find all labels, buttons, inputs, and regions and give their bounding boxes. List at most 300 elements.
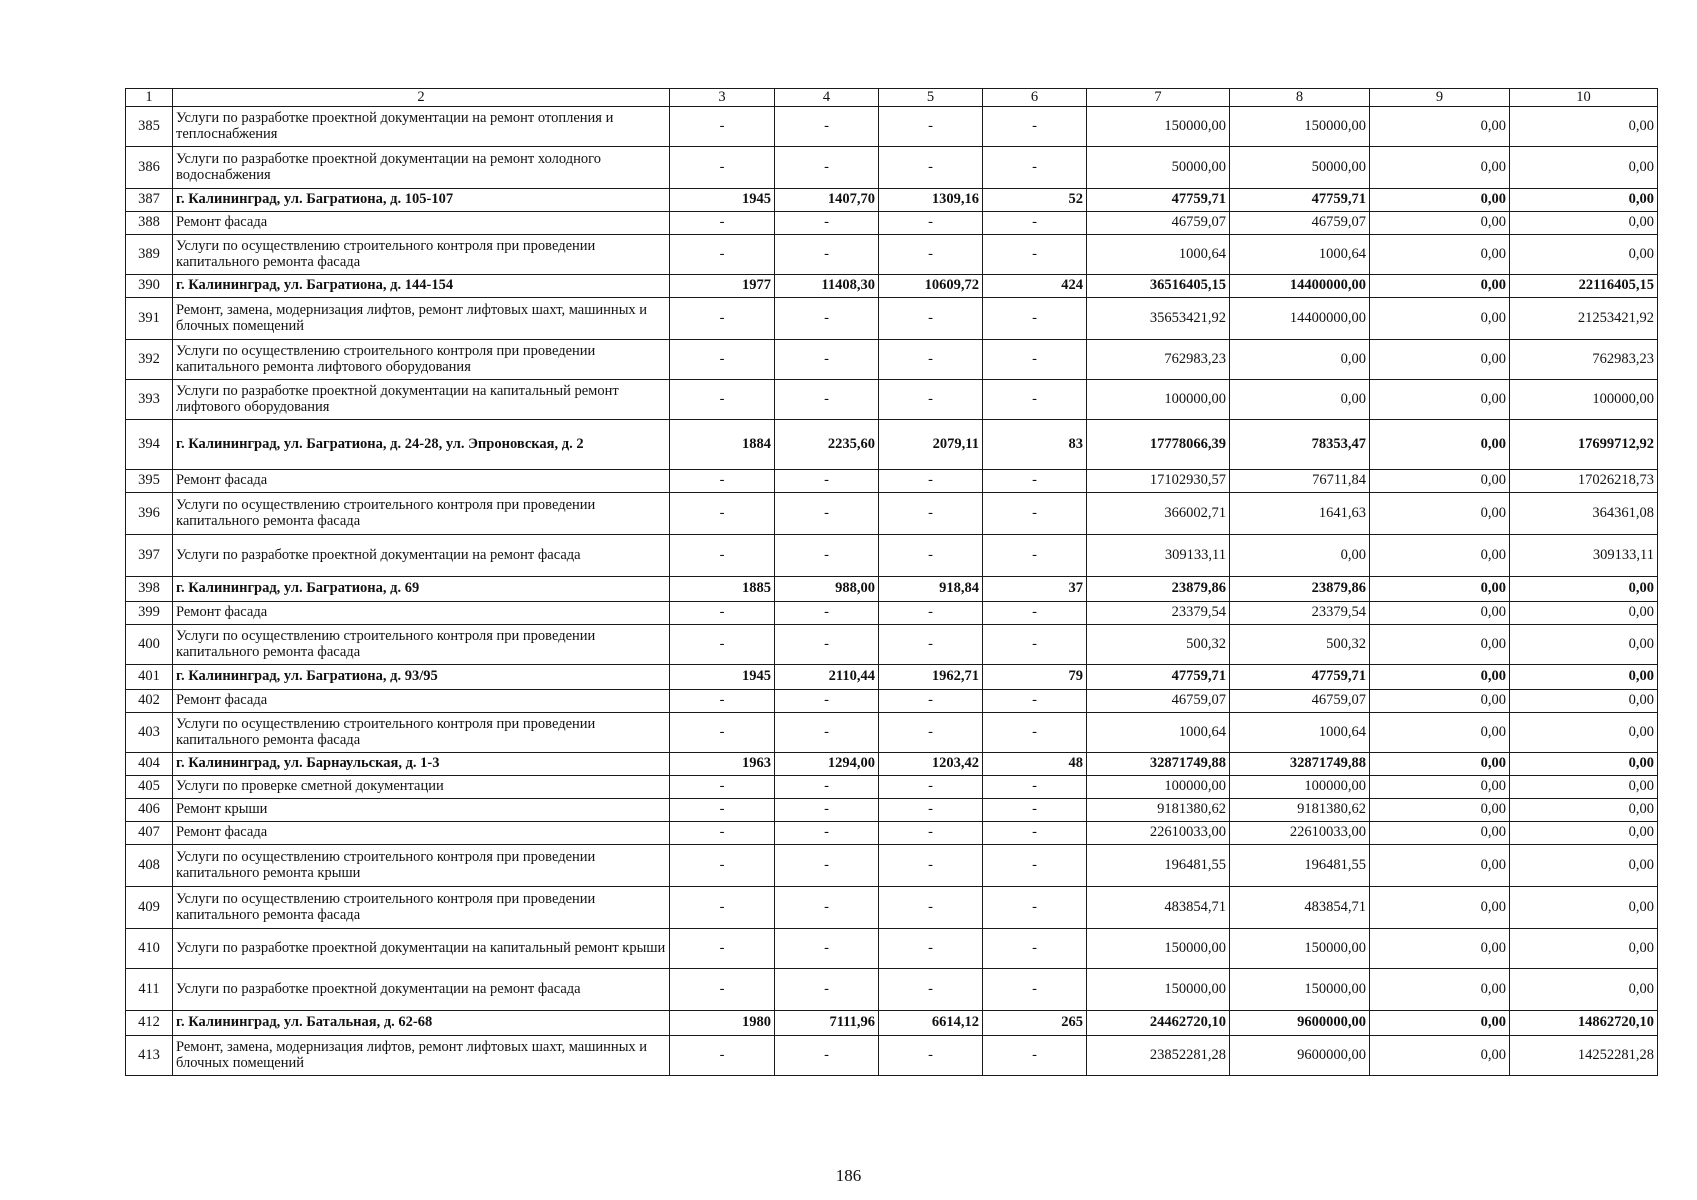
col-10-value: 14252281,28	[1510, 1036, 1658, 1076]
col-3-value: -	[670, 845, 775, 887]
col-7-value: 36516405,15	[1087, 275, 1230, 298]
col-6-value: -	[983, 929, 1087, 969]
col-7-value: 23379,54	[1087, 602, 1230, 625]
col-3-value: -	[670, 212, 775, 235]
col-5-value: -	[879, 822, 983, 845]
col-4-value: -	[775, 625, 879, 665]
work-item-row	[126, 1036, 1658, 1076]
col-4-value: -	[775, 493, 879, 535]
col-4-value: -	[775, 822, 879, 845]
col-5-value: -	[879, 887, 983, 929]
row-number: 391	[126, 298, 173, 340]
col-8-value: 196481,55	[1230, 845, 1370, 887]
col-3-value: -	[670, 690, 775, 713]
work-description: Ремонт фасада	[173, 602, 670, 625]
col-4-value: 988,00	[775, 577, 879, 602]
col-9-value: 0,00	[1370, 493, 1510, 535]
col-7-value: 9181380,62	[1087, 799, 1230, 822]
col-8-value: 22610033,00	[1230, 822, 1370, 845]
col-8-value: 150000,00	[1230, 969, 1370, 1011]
col-7-value: 46759,07	[1087, 212, 1230, 235]
col-6-value: 52	[983, 189, 1087, 212]
col-10-value: 0,00	[1510, 602, 1658, 625]
col-3-value: -	[670, 298, 775, 340]
col-9-value: 0,00	[1370, 107, 1510, 147]
row-number: 413	[126, 1036, 173, 1076]
col-3-value: -	[670, 713, 775, 753]
col-7-value: 17102930,57	[1087, 470, 1230, 493]
column-number-header-row	[126, 89, 1658, 107]
work-description: Услуги по осуществлению строительного контроля при проведении капитального ремонта крыши	[173, 845, 670, 887]
col-8-value: 0,00	[1230, 535, 1370, 577]
col-4-value: -	[775, 298, 879, 340]
col-6-value: 83	[983, 420, 1087, 470]
col-3-value: -	[670, 107, 775, 147]
col-4-value: 1294,00	[775, 753, 879, 776]
col-6-value: -	[983, 535, 1087, 577]
work-description: Услуги по осуществлению строительного контроля при проведении капитального ремонта фасада	[173, 235, 670, 275]
repair-program-table	[125, 88, 1658, 1076]
col-10-value: 0,00	[1510, 147, 1658, 189]
col-6-value: -	[983, 799, 1087, 822]
col-5-value: 10609,72	[879, 275, 983, 298]
col-7-value: 46759,07	[1087, 690, 1230, 713]
col-9-value: 0,00	[1370, 420, 1510, 470]
col-10-value: 309133,11	[1510, 535, 1658, 577]
col-10-value: 100000,00	[1510, 380, 1658, 420]
col-3-value: -	[670, 493, 775, 535]
col-3-value: 1885	[670, 577, 775, 602]
col-5-value: 6614,12	[879, 1011, 983, 1036]
col-7-value: 47759,71	[1087, 665, 1230, 690]
col-9-value: 0,00	[1370, 147, 1510, 189]
col-6-value: 424	[983, 275, 1087, 298]
col-5-value: -	[879, 340, 983, 380]
address-row	[126, 420, 1658, 470]
work-description: г. Калининград, ул. Багратиона, д. 93/95	[173, 665, 670, 690]
col-6-value: -	[983, 969, 1087, 1011]
col-3-value: -	[670, 602, 775, 625]
col-4-value: 2110,44	[775, 665, 879, 690]
col-5-value: -	[879, 147, 983, 189]
col-8-value: 23379,54	[1230, 602, 1370, 625]
col-10-value: 0,00	[1510, 235, 1658, 275]
work-item-row	[126, 713, 1658, 753]
col-3-value: -	[670, 969, 775, 1011]
work-item-row	[126, 340, 1658, 380]
col-10-value: 0,00	[1510, 887, 1658, 929]
col-4-value: -	[775, 887, 879, 929]
col-7-value: 309133,11	[1087, 535, 1230, 577]
col-3-value: 1963	[670, 753, 775, 776]
col-5-value: -	[879, 969, 983, 1011]
column-header: 9	[1370, 89, 1510, 107]
work-item-row	[126, 625, 1658, 665]
col-9-value: 0,00	[1370, 212, 1510, 235]
work-item-row	[126, 493, 1658, 535]
col-9-value: 0,00	[1370, 470, 1510, 493]
col-4-value: -	[775, 1036, 879, 1076]
col-4-value: -	[775, 690, 879, 713]
work-description: Ремонт фасада	[173, 212, 670, 235]
work-description: Ремонт, замена, модернизация лифтов, ремонт лифтовых шахт, машинных и блочных помещений	[173, 298, 670, 340]
row-number: 403	[126, 713, 173, 753]
col-8-value: 483854,71	[1230, 887, 1370, 929]
address-row	[126, 189, 1658, 212]
work-description: Услуги по разработке проектной документации на капитальный ремонт лифтового оборудования	[173, 380, 670, 420]
col-9-value: 0,00	[1370, 625, 1510, 665]
col-8-value: 1000,64	[1230, 713, 1370, 753]
col-4-value: -	[775, 602, 879, 625]
work-item-row	[126, 929, 1658, 969]
col-10-value: 0,00	[1510, 625, 1658, 665]
col-4-value: 11408,30	[775, 275, 879, 298]
col-5-value: 1309,16	[879, 189, 983, 212]
work-description: Услуги по разработке проектной документации на капитальный ремонт крыши	[173, 929, 670, 969]
row-number: 398	[126, 577, 173, 602]
col-4-value: -	[775, 470, 879, 493]
col-4-value: 7111,96	[775, 1011, 879, 1036]
col-7-value: 50000,00	[1087, 147, 1230, 189]
col-5-value: -	[879, 470, 983, 493]
column-header: 3	[670, 89, 775, 107]
row-number: 386	[126, 147, 173, 189]
col-10-value: 14862720,10	[1510, 1011, 1658, 1036]
row-number: 408	[126, 845, 173, 887]
address-row	[126, 753, 1658, 776]
work-item-row	[126, 535, 1658, 577]
col-6-value: -	[983, 602, 1087, 625]
col-3-value: -	[670, 380, 775, 420]
col-8-value: 50000,00	[1230, 147, 1370, 189]
col-8-value: 500,32	[1230, 625, 1370, 665]
col-8-value: 150000,00	[1230, 929, 1370, 969]
work-description: г. Калининград, ул. Багратиона, д. 144-154	[173, 275, 670, 298]
address-row	[126, 275, 1658, 298]
col-5-value: 918,84	[879, 577, 983, 602]
column-header: 10	[1510, 89, 1658, 107]
row-number: 388	[126, 212, 173, 235]
col-6-value: -	[983, 298, 1087, 340]
col-3-value: -	[670, 929, 775, 969]
work-item-row	[126, 969, 1658, 1011]
col-10-value: 0,00	[1510, 690, 1658, 713]
row-number: 409	[126, 887, 173, 929]
col-6-value: -	[983, 887, 1087, 929]
col-10-value: 17026218,73	[1510, 470, 1658, 493]
col-6-value: -	[983, 493, 1087, 535]
col-8-value: 1000,64	[1230, 235, 1370, 275]
col-7-value: 1000,64	[1087, 713, 1230, 753]
col-5-value: -	[879, 493, 983, 535]
col-9-value: 0,00	[1370, 235, 1510, 275]
col-10-value: 0,00	[1510, 212, 1658, 235]
col-3-value: -	[670, 147, 775, 189]
col-7-value: 1000,64	[1087, 235, 1230, 275]
col-5-value: -	[879, 799, 983, 822]
work-description: г. Калининград, ул. Барнаульская, д. 1-3	[173, 753, 670, 776]
col-9-value: 0,00	[1370, 799, 1510, 822]
col-10-value: 0,00	[1510, 713, 1658, 753]
work-description: Ремонт фасада	[173, 470, 670, 493]
col-8-value: 47759,71	[1230, 665, 1370, 690]
row-number: 390	[126, 275, 173, 298]
work-description: Услуги по осуществлению строительного контроля при проведении капитального ремонта фасада	[173, 713, 670, 753]
col-6-value: -	[983, 107, 1087, 147]
col-9-value: 0,00	[1370, 275, 1510, 298]
col-9-value: 0,00	[1370, 776, 1510, 799]
col-5-value: -	[879, 535, 983, 577]
column-header: 5	[879, 89, 983, 107]
work-description: Услуги по осуществлению строительного контроля при проведении капитального ремонта лифтового оборудования	[173, 340, 670, 380]
col-8-value: 14400000,00	[1230, 298, 1370, 340]
col-4-value: 2235,60	[775, 420, 879, 470]
col-5-value: -	[879, 625, 983, 665]
col-3-value: 1945	[670, 189, 775, 212]
row-number: 400	[126, 625, 173, 665]
work-item-row	[126, 298, 1658, 340]
row-number: 402	[126, 690, 173, 713]
col-4-value: -	[775, 212, 879, 235]
col-7-value: 47759,71	[1087, 189, 1230, 212]
col-7-value: 32871749,88	[1087, 753, 1230, 776]
col-7-value: 150000,00	[1087, 107, 1230, 147]
work-description: Услуги по разработке проектной документации на ремонт отопления и теплоснабжения	[173, 107, 670, 147]
col-8-value: 9181380,62	[1230, 799, 1370, 822]
row-number: 393	[126, 380, 173, 420]
work-item-row	[126, 776, 1658, 799]
col-9-value: 0,00	[1370, 380, 1510, 420]
col-7-value: 366002,71	[1087, 493, 1230, 535]
col-3-value: -	[670, 470, 775, 493]
col-6-value: 37	[983, 577, 1087, 602]
col-4-value: -	[775, 235, 879, 275]
column-header: 7	[1087, 89, 1230, 107]
col-6-value: -	[983, 625, 1087, 665]
work-description: Услуги по осуществлению строительного контроля при проведении капитального ремонта фасада	[173, 493, 670, 535]
col-9-value: 0,00	[1370, 340, 1510, 380]
col-7-value: 100000,00	[1087, 776, 1230, 799]
col-5-value: 1203,42	[879, 753, 983, 776]
col-6-value: -	[983, 380, 1087, 420]
col-10-value: 0,00	[1510, 776, 1658, 799]
address-row	[126, 1011, 1658, 1036]
col-8-value: 0,00	[1230, 340, 1370, 380]
col-6-value: -	[983, 147, 1087, 189]
col-9-value: 0,00	[1370, 577, 1510, 602]
work-description: Услуги по разработке проектной документации на ремонт фасада	[173, 969, 670, 1011]
column-header: 4	[775, 89, 879, 107]
address-row	[126, 577, 1658, 602]
col-9-value: 0,00	[1370, 1036, 1510, 1076]
col-10-value: 17699712,92	[1510, 420, 1658, 470]
work-description: Ремонт крыши	[173, 799, 670, 822]
col-5-value: 1962,71	[879, 665, 983, 690]
col-3-value: -	[670, 887, 775, 929]
col-3-value: 1945	[670, 665, 775, 690]
col-7-value: 22610033,00	[1087, 822, 1230, 845]
col-8-value: 1641,63	[1230, 493, 1370, 535]
work-description: Ремонт фасада	[173, 690, 670, 713]
col-3-value: -	[670, 340, 775, 380]
col-3-value: -	[670, 799, 775, 822]
col-9-value: 0,00	[1370, 969, 1510, 1011]
col-8-value: 23879,86	[1230, 577, 1370, 602]
work-description: г. Калининград, ул. Батальная, д. 62-68	[173, 1011, 670, 1036]
col-10-value: 0,00	[1510, 822, 1658, 845]
col-9-value: 0,00	[1370, 713, 1510, 753]
col-4-value: -	[775, 535, 879, 577]
work-description: г. Калининград, ул. Багратиона, д. 69	[173, 577, 670, 602]
col-3-value: -	[670, 776, 775, 799]
col-8-value: 100000,00	[1230, 776, 1370, 799]
col-6-value: 79	[983, 665, 1087, 690]
col-6-value: -	[983, 212, 1087, 235]
work-description: г. Калининград, ул. Багратиона, д. 105-107	[173, 189, 670, 212]
col-8-value: 9600000,00	[1230, 1011, 1370, 1036]
col-5-value: 2079,11	[879, 420, 983, 470]
col-3-value: -	[670, 535, 775, 577]
work-description: Услуги по осуществлению строительного контроля при проведении капитального ремонта фасада	[173, 625, 670, 665]
work-item-row	[126, 470, 1658, 493]
col-7-value: 762983,23	[1087, 340, 1230, 380]
col-4-value: -	[775, 969, 879, 1011]
col-10-value: 0,00	[1510, 577, 1658, 602]
col-9-value: 0,00	[1370, 822, 1510, 845]
col-7-value: 23879,86	[1087, 577, 1230, 602]
col-4-value: -	[775, 776, 879, 799]
col-5-value: -	[879, 690, 983, 713]
col-9-value: 0,00	[1370, 929, 1510, 969]
col-6-value: -	[983, 340, 1087, 380]
col-5-value: -	[879, 776, 983, 799]
col-6-value: -	[983, 690, 1087, 713]
col-10-value: 0,00	[1510, 929, 1658, 969]
col-8-value: 9600000,00	[1230, 1036, 1370, 1076]
column-header: 1	[126, 89, 173, 107]
col-9-value: 0,00	[1370, 298, 1510, 340]
col-10-value: 0,00	[1510, 845, 1658, 887]
col-9-value: 0,00	[1370, 189, 1510, 212]
col-10-value: 0,00	[1510, 753, 1658, 776]
col-3-value: 1977	[670, 275, 775, 298]
col-8-value: 47759,71	[1230, 189, 1370, 212]
col-5-value: -	[879, 298, 983, 340]
col-7-value: 483854,71	[1087, 887, 1230, 929]
col-9-value: 0,00	[1370, 535, 1510, 577]
col-4-value: 1407,70	[775, 189, 879, 212]
col-8-value: 46759,07	[1230, 212, 1370, 235]
col-7-value: 196481,55	[1087, 845, 1230, 887]
work-description: Услуги по разработке проектной документации на ремонт холодного водоснабжения	[173, 147, 670, 189]
address-row	[126, 665, 1658, 690]
work-description: Услуги по проверке сметной документации	[173, 776, 670, 799]
col-6-value: -	[983, 845, 1087, 887]
col-9-value: 0,00	[1370, 602, 1510, 625]
work-description: Ремонт, замена, модернизация лифтов, ремонт лифтовых шахт, машинных и блочных помещений	[173, 1036, 670, 1076]
col-4-value: -	[775, 340, 879, 380]
work-item-row	[126, 799, 1658, 822]
col-6-value: 48	[983, 753, 1087, 776]
row-number: 399	[126, 602, 173, 625]
row-number: 404	[126, 753, 173, 776]
col-3-value: -	[670, 235, 775, 275]
row-number: 385	[126, 107, 173, 147]
col-4-value: -	[775, 845, 879, 887]
col-7-value: 23852281,28	[1087, 1036, 1230, 1076]
col-4-value: -	[775, 380, 879, 420]
column-header: 6	[983, 89, 1087, 107]
row-number: 405	[126, 776, 173, 799]
col-6-value: -	[983, 1036, 1087, 1076]
col-10-value: 0,00	[1510, 799, 1658, 822]
col-5-value: -	[879, 1036, 983, 1076]
row-number: 395	[126, 470, 173, 493]
col-9-value: 0,00	[1370, 845, 1510, 887]
row-number: 412	[126, 1011, 173, 1036]
col-5-value: -	[879, 380, 983, 420]
col-6-value: -	[983, 776, 1087, 799]
col-4-value: -	[775, 929, 879, 969]
col-8-value: 46759,07	[1230, 690, 1370, 713]
column-header: 8	[1230, 89, 1370, 107]
row-number: 389	[126, 235, 173, 275]
work-item-row	[126, 690, 1658, 713]
work-item-row	[126, 845, 1658, 887]
col-6-value: 265	[983, 1011, 1087, 1036]
col-5-value: -	[879, 845, 983, 887]
work-description: Услуги по разработке проектной документации на ремонт фасада	[173, 535, 670, 577]
col-4-value: -	[775, 799, 879, 822]
col-8-value: 76711,84	[1230, 470, 1370, 493]
row-number: 406	[126, 799, 173, 822]
col-3-value: 1980	[670, 1011, 775, 1036]
col-4-value: -	[775, 713, 879, 753]
work-description: Ремонт фасада	[173, 822, 670, 845]
col-3-value: -	[670, 625, 775, 665]
col-7-value: 150000,00	[1087, 929, 1230, 969]
col-5-value: -	[879, 602, 983, 625]
col-6-value: -	[983, 235, 1087, 275]
row-number: 407	[126, 822, 173, 845]
col-5-value: -	[879, 929, 983, 969]
work-description: г. Калининград, ул. Багратиона, д. 24-28, ул. Эпроновская, д. 2	[173, 420, 670, 470]
work-item-row	[126, 212, 1658, 235]
col-10-value: 21253421,92	[1510, 298, 1658, 340]
col-3-value: -	[670, 822, 775, 845]
col-5-value: -	[879, 212, 983, 235]
col-4-value: -	[775, 107, 879, 147]
col-9-value: 0,00	[1370, 690, 1510, 713]
col-5-value: -	[879, 107, 983, 147]
col-3-value: 1884	[670, 420, 775, 470]
work-item-row	[126, 147, 1658, 189]
col-4-value: -	[775, 147, 879, 189]
col-8-value: 14400000,00	[1230, 275, 1370, 298]
work-item-row	[126, 602, 1658, 625]
col-10-value: 364361,08	[1510, 493, 1658, 535]
row-number: 401	[126, 665, 173, 690]
col-3-value: -	[670, 1036, 775, 1076]
row-number: 397	[126, 535, 173, 577]
row-number: 396	[126, 493, 173, 535]
col-10-value: 0,00	[1510, 969, 1658, 1011]
work-item-row	[126, 887, 1658, 929]
col-7-value: 24462720,10	[1087, 1011, 1230, 1036]
col-7-value: 17778066,39	[1087, 420, 1230, 470]
row-number: 410	[126, 929, 173, 969]
work-item-row	[126, 822, 1658, 845]
